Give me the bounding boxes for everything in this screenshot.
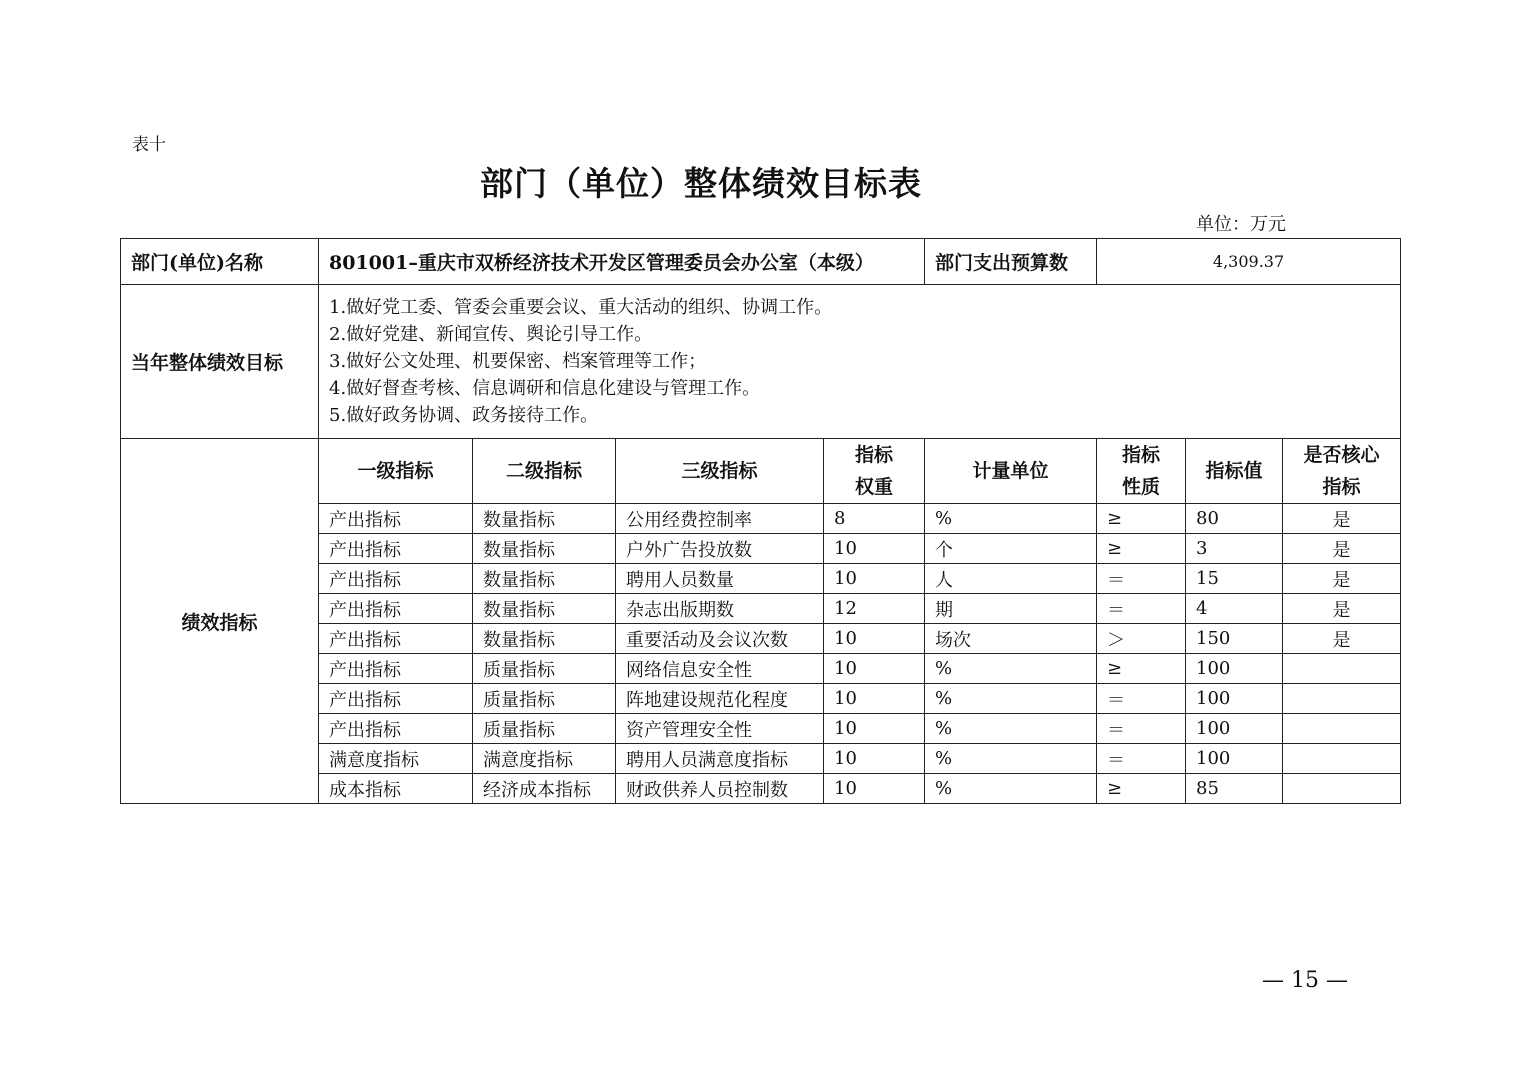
header-value: 指标值 bbox=[1186, 439, 1283, 504]
cell-value: 100 bbox=[1186, 744, 1283, 774]
cell-nature: ＞ bbox=[1097, 624, 1186, 654]
cell-value: 85 bbox=[1186, 774, 1283, 804]
cell-level1: 产出指标 bbox=[319, 564, 473, 594]
budget-value: 4,309.37 bbox=[1097, 239, 1401, 285]
goal-item: 4.做好督查考核、信息调研和信息化建设与管理工作。 bbox=[329, 378, 761, 399]
cell-unit: 期 bbox=[925, 594, 1097, 624]
goal-item: 3.做好公文处理、机要保密、档案管理等工作； bbox=[329, 351, 707, 372]
cell-nature: ＝ bbox=[1097, 594, 1186, 624]
table-label: 表十 bbox=[132, 135, 166, 155]
cell-value: 100 bbox=[1186, 654, 1283, 684]
cell-value: 100 bbox=[1186, 684, 1283, 714]
header-unit: 计量单位 bbox=[925, 439, 1097, 504]
cell-unit: 人 bbox=[925, 564, 1097, 594]
cell-level1: 产出指标 bbox=[319, 714, 473, 744]
cell-nature: ＝ bbox=[1097, 564, 1186, 594]
cell-nature: ≥ bbox=[1097, 774, 1186, 804]
cell-level3: 网络信息安全性 bbox=[616, 654, 824, 684]
cell-weight: 10 bbox=[824, 624, 925, 654]
cell-value: 100 bbox=[1186, 714, 1283, 744]
cell-value: 4 bbox=[1186, 594, 1283, 624]
dept-name-value: 801001–重庆市双桥经济技术开发区管理委员会办公室（本级） bbox=[319, 239, 925, 285]
cell-level1: 产出指标 bbox=[319, 654, 473, 684]
cell-unit: 场次 bbox=[925, 624, 1097, 654]
cell-level2: 满意度指标 bbox=[473, 744, 616, 774]
cell-nature: ≥ bbox=[1097, 654, 1186, 684]
cell-level1: 满意度指标 bbox=[319, 744, 473, 774]
dept-name-row bbox=[121, 239, 1401, 285]
cell-core bbox=[1283, 744, 1401, 774]
cell-weight: 10 bbox=[824, 564, 925, 594]
cell-level3: 阵地建设规范化程度 bbox=[616, 684, 824, 714]
cell-weight: 10 bbox=[824, 774, 925, 804]
cell-value: 15 bbox=[1186, 564, 1283, 594]
cell-weight: 10 bbox=[824, 684, 925, 714]
cell-level2: 质量指标 bbox=[473, 654, 616, 684]
goal-item: 2.做好党建、新闻宣传、舆论引导工作。 bbox=[329, 324, 653, 345]
budget-label: 部门支出预算数 bbox=[925, 239, 1097, 285]
cell-nature: ≥ bbox=[1097, 534, 1186, 564]
cell-unit: 个 bbox=[925, 534, 1097, 564]
unit-note: 单位：万元 bbox=[1196, 214, 1286, 235]
cell-level2: 质量指标 bbox=[473, 714, 616, 744]
cell-level1: 成本指标 bbox=[319, 774, 473, 804]
cell-level2: 数量指标 bbox=[473, 624, 616, 654]
cell-level3: 财政供养人员控制数 bbox=[616, 774, 824, 804]
cell-value: 3 bbox=[1186, 534, 1283, 564]
cell-nature: ≥ bbox=[1097, 504, 1186, 534]
cell-core: 是 bbox=[1283, 594, 1401, 624]
cell-level3: 资产管理安全性 bbox=[616, 714, 824, 744]
cell-nature: ＝ bbox=[1097, 744, 1186, 774]
cell-value: 150 bbox=[1186, 624, 1283, 654]
cell-weight: 10 bbox=[824, 714, 925, 744]
cell-weight: 10 bbox=[824, 534, 925, 564]
cell-level3: 户外广告投放数 bbox=[616, 534, 824, 564]
indicator-header-row bbox=[121, 439, 1401, 504]
cell-core bbox=[1283, 684, 1401, 714]
cell-core bbox=[1283, 654, 1401, 684]
cell-level2: 质量指标 bbox=[473, 684, 616, 714]
goal-item: 1.做好党工委、管委会重要会议、重大活动的组织、协调工作。 bbox=[329, 297, 833, 318]
header-nature: 指标性质 bbox=[1097, 439, 1186, 504]
performance-table bbox=[120, 238, 1401, 804]
cell-nature: ＝ bbox=[1097, 684, 1186, 714]
cell-weight: 8 bbox=[824, 504, 925, 534]
cell-level1: 产出指标 bbox=[319, 624, 473, 654]
cell-level1: 产出指标 bbox=[319, 534, 473, 564]
cell-level1: 产出指标 bbox=[319, 684, 473, 714]
page-number: — 15 — bbox=[1262, 968, 1348, 993]
header-weight: 指标权重 bbox=[824, 439, 925, 504]
cell-level3: 重要活动及会议次数 bbox=[616, 624, 824, 654]
cell-level3: 公用经费控制率 bbox=[616, 504, 824, 534]
cell-value: 80 bbox=[1186, 504, 1283, 534]
cell-unit: % bbox=[925, 714, 1097, 744]
header-level1: 一级指标 bbox=[319, 439, 473, 504]
goal-item: 5.做好政务协调、政务接待工作。 bbox=[329, 405, 599, 426]
cell-level2: 经济成本指标 bbox=[473, 774, 616, 804]
header-level3: 三级指标 bbox=[616, 439, 824, 504]
goals-row bbox=[121, 285, 1401, 439]
cell-core bbox=[1283, 714, 1401, 744]
cell-unit: % bbox=[925, 774, 1097, 804]
goals-list bbox=[319, 285, 1401, 439]
header-level2: 二级指标 bbox=[473, 439, 616, 504]
cell-core: 是 bbox=[1283, 534, 1401, 564]
cell-level2: 数量指标 bbox=[473, 594, 616, 624]
header-core: 是否核心指标 bbox=[1283, 439, 1401, 504]
cell-weight: 10 bbox=[824, 654, 925, 684]
cell-weight: 10 bbox=[824, 744, 925, 774]
cell-level3: 聘用人员满意度指标 bbox=[616, 744, 824, 774]
goals-label: 当年整体绩效目标 bbox=[121, 285, 319, 439]
indicators-label: 绩效指标 bbox=[121, 439, 319, 804]
cell-core bbox=[1283, 774, 1401, 804]
cell-level2: 数量指标 bbox=[473, 534, 616, 564]
cell-core: 是 bbox=[1283, 504, 1401, 534]
cell-level3: 杂志出版期数 bbox=[616, 594, 824, 624]
cell-core: 是 bbox=[1283, 624, 1401, 654]
dept-name-label: 部门(单位)名称 bbox=[121, 239, 319, 285]
cell-level2: 数量指标 bbox=[473, 504, 616, 534]
cell-unit: % bbox=[925, 744, 1097, 774]
cell-level1: 产出指标 bbox=[319, 594, 473, 624]
cell-level3: 聘用人员数量 bbox=[616, 564, 824, 594]
cell-nature: ＝ bbox=[1097, 714, 1186, 744]
cell-unit: % bbox=[925, 654, 1097, 684]
cell-core: 是 bbox=[1283, 564, 1401, 594]
cell-unit: % bbox=[925, 504, 1097, 534]
cell-weight: 12 bbox=[824, 594, 925, 624]
cell-level1: 产出指标 bbox=[319, 504, 473, 534]
cell-unit: % bbox=[925, 684, 1097, 714]
cell-level2: 数量指标 bbox=[473, 564, 616, 594]
page-title: 部门（单位）整体绩效目标表 bbox=[480, 164, 922, 203]
